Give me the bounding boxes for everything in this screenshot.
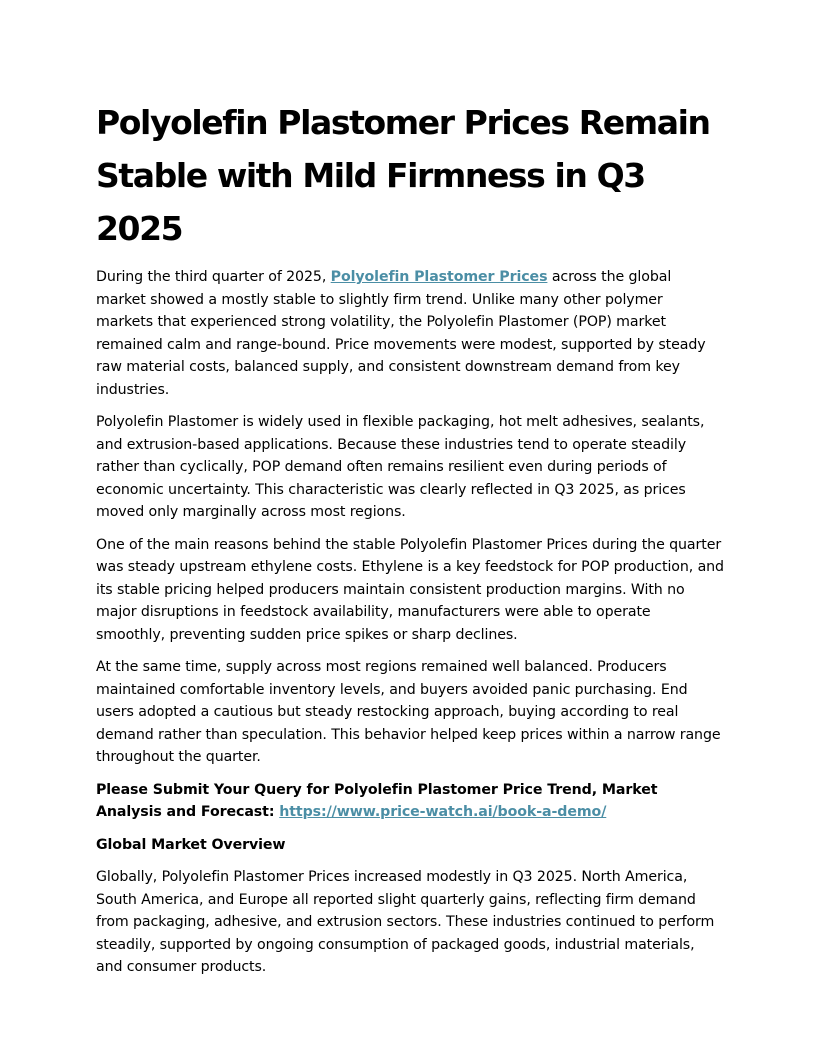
document-body — [96, 96, 724, 989]
book-demo-link[interactable]: https://www.price-watch.ai/book-a-demo/ — [279, 804, 607, 820]
paragraph-intro-lead: During the third quarter of 2025, — [96, 269, 331, 285]
paragraph-feedstock: One of the main reasons behind the stable Polyolefin Plastomer Prices during the quarter was steady upstream ethylene costs. Ethylene is a key feedstock for POP production, and its stable pricing helped producers maintain consistent production margins. With no major disruptions in feedstock availability, manufacturers were able to operate smoothly, preventing sudden price spikes or sharp declines. — [96, 536, 724, 643]
query-call-to-action-text: Please Submit Your Query for Polyolefin Plastomer Price Trend, Market Analysis and Forecast: — [96, 781, 658, 820]
paragraph-global-market: Globally, Polyolefin Plastomer Prices increased modestly in Q3 2025. North America, South America, and Europe all reported slight quarterly gains, reflecting firm demand from packaging, adhesive, and extrusion sectors. These industries continued to perform steadily, supported by ongoing consumption of packaged goods, industrial materials, and consumer products. — [96, 869, 715, 975]
paragraph-intro — [96, 266, 724, 401]
polyolefin-prices-link[interactable]: Polyolefin Plastomer Prices — [330, 269, 548, 285]
section-heading-global-market: Global Market Overview — [96, 836, 286, 853]
paragraph-applications: Polyolefin Plastomer is widely used in flexible packaging, hot melt adhesives, sealants, and extrusion-based applications. Because these industries tend to operate steadily rather than cyclically, POP demand often remains resilient even during periods of economic uncertainty. This characteristic was clearly reflected in Q3 2025, as prices moved only marginally across most regions. — [96, 414, 705, 520]
article-title: Polyolefin Plastomer Prices Remain Stable with Mild Firmness in Q3 2025 — [96, 103, 710, 248]
query-call-to-action — [96, 779, 724, 824]
paragraph-intro-rest: across the global market showed a mostly stable to slightly firm trend. Unlike many other polymer markets that experienced strong volatility, the Polyolefin Plastomer (POP) market remained calm and range-bound. Price movements were modest, supported by steady raw material costs, balanced supply, and consistent downstream demand from key industries. — [96, 269, 706, 398]
paragraph-supply: At the same time, supply across most regions remained well balanced. Producers maintained comfortable inventory levels, and buyers avoided panic purchasing. End users adopted a cautious but steady restocking approach, buying according to real demand rather than speculation. This behavior helped keep prices within a narrow range throughout the quarter. — [96, 659, 721, 765]
